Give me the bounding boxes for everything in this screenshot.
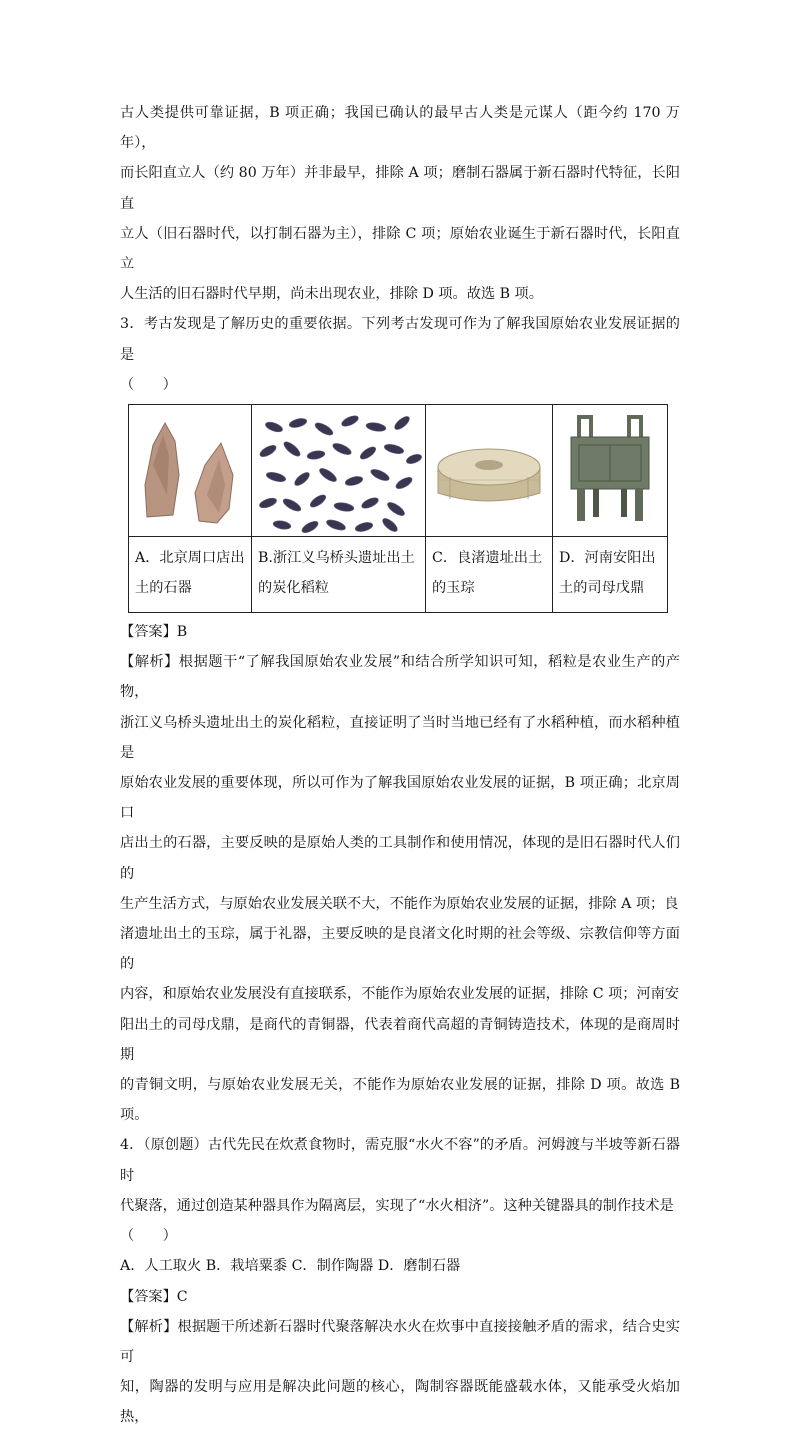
text-line: 阳出土的司母戊鼎，是商代的青铜器，代表着商代高超的青铜铸造技术，体现的是商周时期 [120, 1016, 680, 1063]
question-3-stem [120, 309, 680, 400]
text-line: 古人类提供可靠证据，B 项正确；我国已确认的最早古人类是元谋人（距今约 170 万年）， [120, 105, 680, 152]
text-line: 内容，和原始农业发展没有直接联系，不能作为原始农业发展的证据，排除 C 项；河南安 [120, 986, 680, 1003]
text-line: 人生活的旧石器时代早期，尚未出现农业，排除 D 项。故选 B 项。 [120, 286, 543, 303]
answer-line: 【答案】B [120, 624, 188, 641]
stone-tools-icon [129, 405, 251, 536]
intro-paragraph [120, 98, 680, 309]
text-line: 原始农业发展的重要体现，所以可作为了解我国原始农业发展的证据，B 项正确；北京周口 [120, 775, 680, 822]
question-3-answer [120, 617, 680, 647]
text-line: 立人（旧石器时代，以打制石器为主），排除 C 项；原始农业诞生于新石器时代，长阳直立 [120, 225, 680, 273]
option-d-image-cell [553, 405, 668, 537]
option-c-caption[interactable]: C．良渚遗址出土 的玉琮 [426, 537, 553, 613]
question-3-analysis [120, 647, 680, 1130]
question-3-options-table [128, 404, 668, 613]
text-line: （ ） [120, 376, 177, 393]
jade-cong-icon [426, 405, 552, 536]
question-4-analysis [120, 1312, 680, 1433]
text-line: 3．考古发现是了解历史的重要依据。下列考古发现可作为了解我国原始农业发展证据的是 [120, 316, 680, 363]
option-c-image-cell [426, 405, 553, 537]
option-b-image-cell [252, 405, 426, 537]
document-page [120, 98, 680, 1433]
question-4-stem [120, 1130, 680, 1251]
text-line: 4．（原创题）古代先民在炊煮食物时，需克服“水火不容”的矛盾。河姆渡与半坡等新石器时 [120, 1137, 680, 1184]
question-4-choices [120, 1251, 680, 1281]
text-line: 渚遗址出土的玉琮，属于礼器，主要反映的是良渚文化时期的社会等级、宗教信仰等方面的 [120, 926, 680, 973]
option-a-image-cell [129, 405, 252, 537]
text-line: 代聚落，通过创造某种器具作为隔离层，实现了“水火相济”。这种关键器具的制作技术是 [120, 1197, 674, 1214]
text-line: 的青铜文明，与原始农业发展无关，不能作为原始农业发展的证据，排除 D 项。故选 B 项。 [120, 1077, 680, 1124]
option-d-caption[interactable]: D．河南安阳出 土的司母戊鼎 [553, 537, 668, 613]
rice-grains-icon [252, 405, 425, 536]
answer-line: 【答案】C [120, 1288, 188, 1305]
choices-line: A．人工取火 B．栽培粟黍 C．制作陶器 D．磨制石器 [120, 1258, 461, 1275]
text-line: 【解析】根据题干所述新石器时代聚落解决水火在炊事中直接接触矛盾的需求，结合史实可 [120, 1318, 680, 1365]
option-b-caption[interactable]: B.浙江义乌桥头遗址出土 的炭化稻粒 [252, 537, 426, 613]
text-line: 生产生活方式，与原始农业发展关联不大，不能作为原始农业发展的证据，排除 A 项；良 [120, 895, 679, 912]
option-a-caption[interactable]: A．北京周口店出 土的石器 [129, 537, 252, 613]
bronze-ding-icon [553, 405, 667, 536]
text-line: 而长阳直立人（约 80 万年）并非最早，排除 A 项；磨制石器属于新石器时代特征，长阳直 [120, 165, 680, 212]
text-line: 知，陶器的发明与应用是解决此问题的核心，陶制容器既能盛载水体，又能承受火焰加热， [120, 1379, 680, 1426]
question-4-answer [120, 1282, 680, 1312]
text-line: 店出土的石器，主要反映的是原始人类的工具制作和使用情况，体现的是旧石器时代人们的 [120, 835, 680, 882]
text-line: 浙江义乌桥头遗址出土的炭化稻粒，直接证明了当时当地已经有了水稻种植，而水稻种植是 [120, 714, 680, 761]
text-line: （ ） [120, 1228, 177, 1245]
text-line: 【解析】根据题干“了解我国原始农业发展”和结合所学知识可知，稻粒是农业生产的产物， [120, 654, 680, 701]
